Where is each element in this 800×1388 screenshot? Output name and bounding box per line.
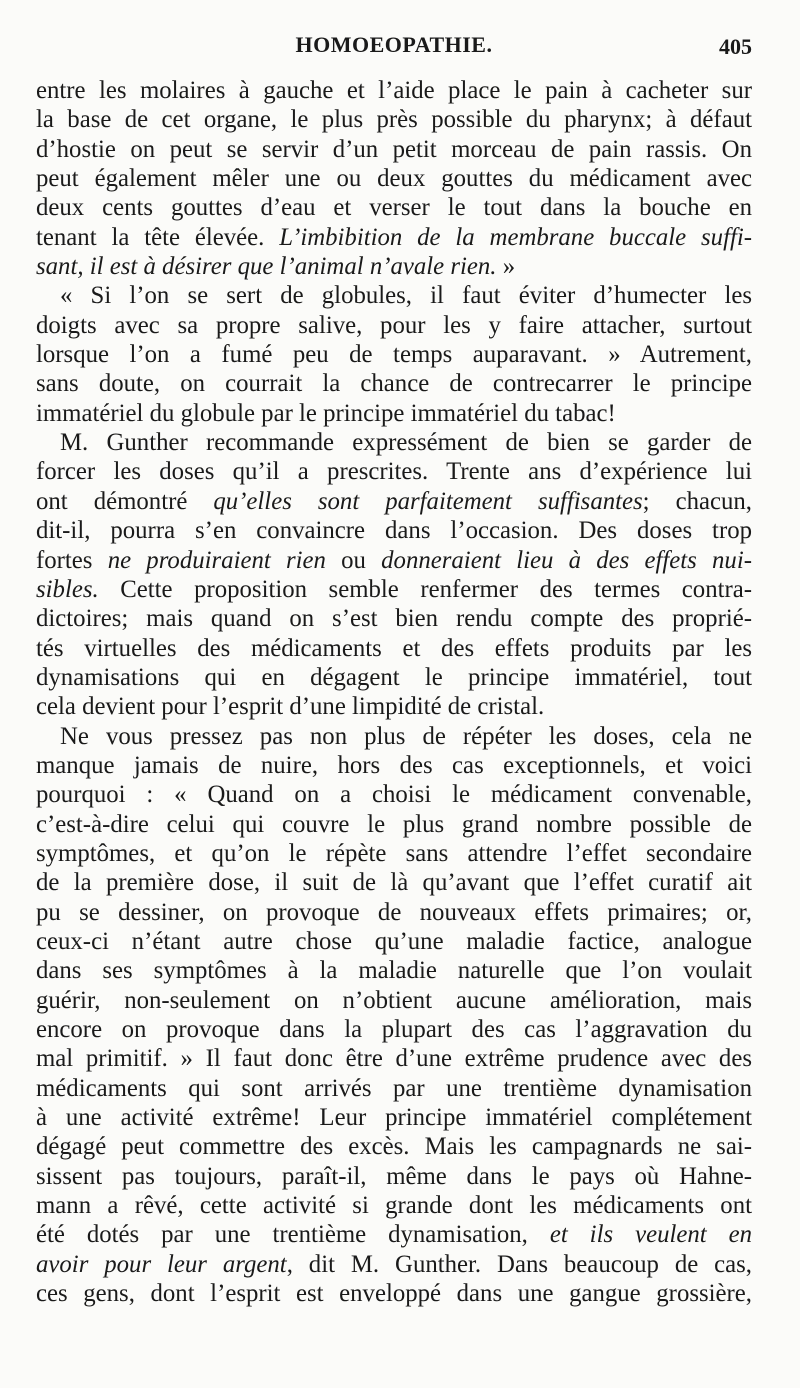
text-line [36,311,752,340]
text-line [36,369,752,398]
text-run: encore on provoque dans la plupart des cas l’aggravation du [36,1016,752,1043]
text-run: pu se dessiner, on provoque de nouveaux effets primaires; or, [36,898,752,926]
text-line [36,516,752,545]
italic-text: sant, il est à désirer que l’animal n’avale rien. [36,253,497,281]
text-run: d’hostie on peut se servir d’un petit morceau de pain rassis. On [36,135,752,163]
text-run: ont démontré [36,487,214,515]
text-line [36,135,752,164]
text-run: dégagé peut commettre des excès. Mais les campagnards ne sai- [36,1133,752,1161]
paragraph [36,76,752,281]
text-line [36,340,752,369]
text-run: à une activité extrême! Leur principe immatériel complétement [36,1104,752,1132]
italic-text: et ils veulent en [549,1221,753,1249]
text-line [36,751,752,780]
text-line [36,1279,752,1308]
text-run: tés virtuelles des médicaments et des effets produits par les [36,634,752,662]
text-line [36,1162,752,1191]
text-run: été dotés par une trentième dynamisation, [36,1221,550,1249]
text-run: ceux-ci n’étant autre chose qu’une maladie factice, analogue [36,927,752,955]
text-run: sans doute, on courrait la chance de contrecarrer le principe [36,370,752,398]
text-run: de la première dose, il suit de là qu’avant que l’effet curatif ait [36,869,752,897]
text-run: fortes [36,546,108,574]
text-line [36,546,752,575]
text-line [36,692,752,721]
text-run: , dit M. Gunther. Dans beaucoup de cas, [286,1250,752,1278]
text-line [36,898,752,927]
text-line [36,428,752,457]
text-run: dans ses symptômes à la maladie naturelle que l’on voulait [36,957,752,985]
text-run: symptômes, et qu’on le répète sans attendre l’effet secondaire [36,839,752,867]
italic-text: ne produiraient rien [107,546,326,574]
text-line [36,1103,752,1132]
text-line [36,1015,752,1044]
text-run: la base de cet organe, le plus près possible du pharynx; à défaut [36,106,752,134]
text-line [36,457,752,486]
page-header [36,28,752,72]
page-number: 405 [719,34,752,59]
text-line [36,164,752,193]
text-run: mal primitif. » Il faut donc être d’une extrême prudence avec des [36,1045,752,1073]
text-line [36,986,752,1015]
text-line [36,839,752,868]
text-line [36,956,752,985]
text-run: Ne vous pressez pas non plus de répéter les doses, cela ne [60,722,752,750]
paragraph [36,428,752,721]
text-run: » [496,253,516,281]
text-line [36,1074,752,1103]
text-line [36,1191,752,1220]
italic-text: qu’elles sont parfaitement suffisantes [213,487,643,515]
text-line [36,868,752,897]
text-run: lorsque l’on a fumé peu de temps auparavant. » Autrement, [36,341,752,369]
text-line [36,281,752,310]
text-run: dictoires; mais quand on s’est bien rendu compte des proprié- [36,605,752,633]
text-line [36,399,752,428]
text-run: peut également mêler une ou deux gouttes du médicament avec [36,165,752,193]
text-line [36,663,752,692]
text-line [36,193,752,222]
body-text [36,76,752,1308]
text-run: tenant la tête élevée. [36,223,280,251]
text-run: dynamisations qui en dégagent le principe immatériel, tout [36,663,752,691]
text-line [36,487,752,516]
text-run: « Si l’on se sert de globules, il faut éviter d’humecter les [60,282,752,310]
italic-text: avoir pour leur argent [36,1250,287,1278]
text-line [36,1220,752,1249]
text-run: entre les molaires à gauche et l’aide place le pain à cacheter sur [36,77,752,104]
italic-text: L’imbibition de la membrane buccale suffi- [279,223,752,251]
text-line [36,223,752,252]
text-run: ou [325,546,382,574]
text-line [36,252,752,281]
text-run: dit-il, pourra s’en convaincre dans l’occasion. Des doses trop [36,517,752,545]
text-line [36,927,752,956]
text-line [36,575,752,604]
text-run: M. Gunther recommande expressément de bien se garder de [60,429,752,457]
text-run: c’est-à-dire celui qui couvre le plus grand nombre possible de [36,810,752,838]
paragraph [36,281,752,428]
text-line [36,1132,752,1161]
text-run: ; chacun, [642,487,752,515]
text-run: forcer les doses qu’il a prescrites. Trente ans d’expérience lui [36,458,752,486]
text-run: ces gens, dont l’esprit est enveloppé dans une gangue grossière, [36,1280,752,1308]
text-line [36,810,752,839]
text-line [36,105,752,134]
italic-text: donneraient lieu à des effets nui- [381,546,752,574]
text-run: médicaments qui sont arrivés par une trentième dynamisation [36,1074,752,1102]
running-title: HOMOEOPATHIE. [295,32,493,57]
text-line [36,1044,752,1073]
text-run: guérir, non-seulement on n’obtient aucune amélioration, mais [36,986,752,1014]
text-run: deux cents gouttes d’eau et verser le tout dans la bouche en [36,194,752,222]
text-line [36,604,752,633]
text-run: doigts avec sa propre salive, pour les y faire attacher, surtout [36,311,752,339]
text-run: immatériel du globule par le principe immatériel du tabac! [36,399,616,427]
text-run: Cette proposition semble renfermer des termes contra- [98,575,752,603]
text-run: sissent pas toujours, paraît-il, même dans le pays où Hahne- [36,1162,752,1190]
text-run: pourquoi : « Quand on a choisi le médicament convenable, [36,781,752,809]
paragraph [36,722,752,1309]
text-line [36,780,752,809]
text-line [36,1250,752,1279]
text-line [36,634,752,663]
text-run: cela devient pour l’esprit d’une limpidité de cristal. [36,693,545,721]
text-line [36,722,752,751]
text-run: mann a rêvé, cette activité si grande dont les médicaments ont [36,1192,752,1220]
text-line [36,76,752,105]
italic-text: sibles. [36,575,99,603]
text-run: manque jamais de nuire, hors des cas exceptionnels, et voici [36,751,752,779]
